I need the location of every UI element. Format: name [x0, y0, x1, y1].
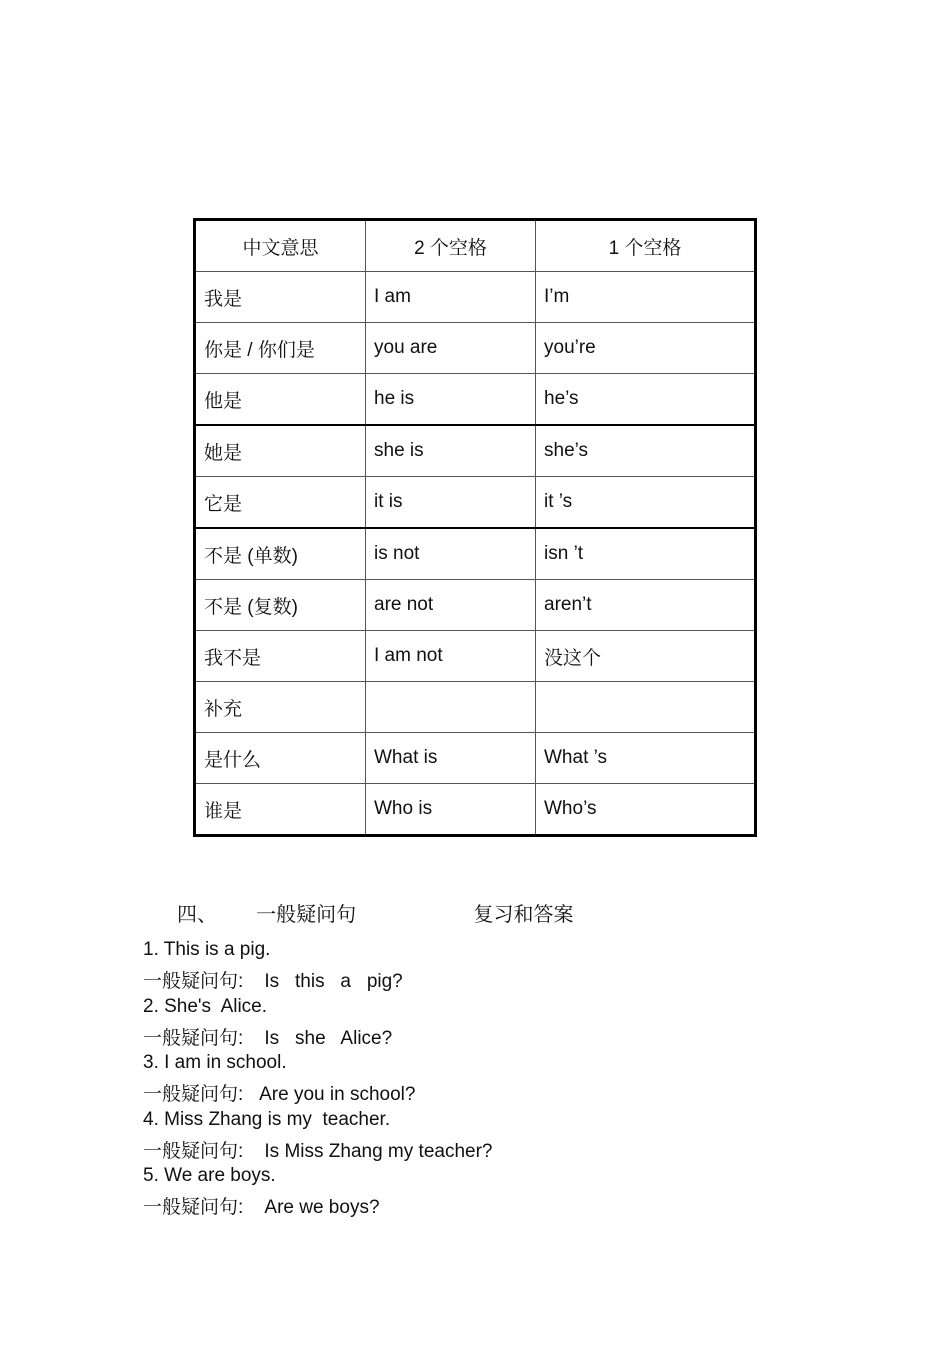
example-sentence: 3. I am in school.	[143, 1052, 287, 1073]
table-row	[195, 272, 756, 323]
contraction-cell: he’s	[536, 374, 756, 426]
full-form-cell: I am not	[366, 631, 536, 682]
table-row	[195, 733, 756, 784]
full-form-cell: are not	[366, 580, 536, 631]
contraction-cell: Who’s	[536, 784, 756, 836]
contraction-cell	[536, 682, 756, 733]
contraction-cell: she’s	[536, 425, 756, 477]
table-row	[195, 784, 756, 836]
table-header-row	[195, 220, 756, 272]
meaning-cell: 谁是	[195, 784, 366, 836]
question-answer: 一般疑问句: Are you in school?	[143, 1084, 416, 1105]
full-form-cell: it is	[366, 477, 536, 529]
example-sentence: 2. She's Alice.	[143, 996, 268, 1017]
example-sentence: 1. This is a pig.	[143, 939, 271, 960]
table-row	[195, 631, 756, 682]
full-form-cell: he is	[366, 374, 536, 426]
full-form-cell: What is	[366, 733, 536, 784]
example-sentence: 5. We are boys.	[143, 1165, 276, 1186]
meaning-cell: 它是	[195, 477, 366, 529]
contraction-cell: aren’t	[536, 580, 756, 631]
meaning-cell: 你是 / 你们是	[195, 323, 366, 374]
question-answer: 一般疑问句: Is she Alice?	[143, 1028, 393, 1049]
full-form-cell: is not	[366, 528, 536, 580]
meaning-cell: 她是	[195, 425, 366, 477]
meaning-cell: 补充	[195, 682, 366, 733]
header-cell: 中文意思	[195, 220, 366, 272]
header-cell: 2 个空格	[366, 220, 536, 272]
contraction-cell: isn ’t	[536, 528, 756, 580]
question-answer: 一般疑问句: Are we boys?	[143, 1197, 380, 1218]
meaning-cell: 我不是	[195, 631, 366, 682]
table-row	[195, 323, 756, 374]
meaning-cell: 不是 (单数)	[195, 528, 366, 580]
table-row	[195, 580, 756, 631]
meaning-cell: 是什么	[195, 733, 366, 784]
section-heading: 四、 一般疑问句 复习和答案	[177, 904, 574, 926]
example-sentence: 4. Miss Zhang is my teacher.	[143, 1109, 391, 1130]
header-cell: 1 个空格	[536, 220, 756, 272]
contraction-cell: What ’s	[536, 733, 756, 784]
full-form-cell	[366, 682, 536, 733]
meaning-cell: 不是 (复数)	[195, 580, 366, 631]
full-form-cell: she is	[366, 425, 536, 477]
table-row	[195, 528, 756, 580]
full-form-cell: you are	[366, 323, 536, 374]
question-answer: 一般疑问句: Is Miss Zhang my teacher?	[143, 1141, 493, 1162]
meaning-cell: 我是	[195, 272, 366, 323]
question-answer: 一般疑问句: Is this a pig?	[143, 971, 403, 992]
contractions-table	[193, 218, 757, 837]
full-form-cell: I am	[366, 272, 536, 323]
contraction-cell: it ’s	[536, 477, 756, 529]
contraction-cell: 没这个	[536, 631, 756, 682]
table-row	[195, 477, 756, 529]
full-form-cell: Who is	[366, 784, 536, 836]
meaning-cell: 他是	[195, 374, 366, 426]
table-row	[195, 374, 756, 426]
contraction-cell: you’re	[536, 323, 756, 374]
contraction-cell: I’m	[536, 272, 756, 323]
table-row	[195, 425, 756, 477]
table-row	[195, 682, 756, 733]
